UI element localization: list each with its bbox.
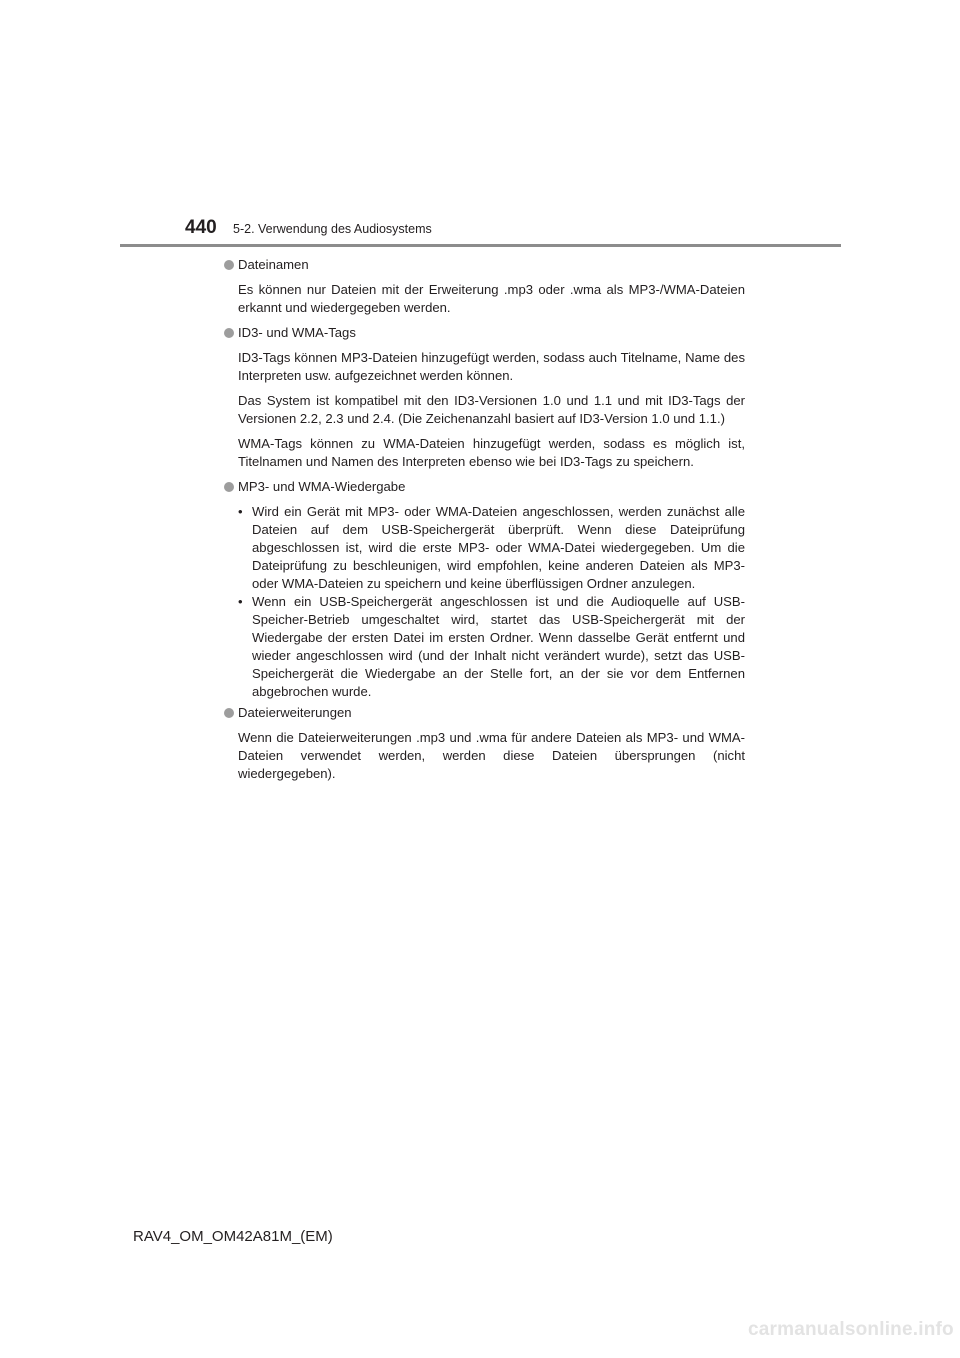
paragraph: Es können nur Dateien mit der Erweiterung .mp3 oder .wma als MP3-/WMA-Dateien erkannt und wiedergegeben werden. bbox=[238, 282, 745, 315]
list-item bbox=[238, 593, 745, 701]
header-divider bbox=[120, 244, 841, 247]
section-dateierweiterungen bbox=[222, 704, 745, 783]
paragraph: Das System ist kompatibel mit den ID3-Versionen 1.0 und 1.1 und mit ID3-Tags der Versionen 2.2, 2.3 und 2.4. (Die Zeichenanzahl basiert auf ID3-Version 1.0 und 1.1.) bbox=[238, 393, 745, 426]
bullet-circle-icon bbox=[224, 708, 234, 718]
document-code: RAV4_OM_OM42A81M_(EM) bbox=[133, 1228, 333, 1245]
section-heading-text: MP3- und WMA-Wiedergabe bbox=[238, 479, 406, 494]
section-title: 5-2. Verwendung des Audiosystems bbox=[233, 222, 432, 236]
page-number: 440 bbox=[185, 217, 217, 238]
section-heading bbox=[222, 256, 745, 274]
section-id3-wma-tags bbox=[222, 324, 745, 471]
bullet-circle-icon bbox=[224, 328, 234, 338]
list-item-text: Wenn ein USB-Speichergerät angeschlossen ist und die Audioquelle auf USB-Speicher-Betrieb umgeschaltet wird, startet das USB-Speichergerät mit der Wiedergabe der ersten Datei im ersten Ordner. Wenn dasselbe Gerät entfernt und wieder angeschlossen wird (und der Inhalt nicht verändert wurde), setzt das USB-Speichergerät die Wiedergabe an der Stelle fort, an der sie vor dem Entfernen abgebrochen wurde. bbox=[252, 594, 745, 699]
paragraph: ID3-Tags können MP3-Dateien hinzugefügt werden, sodass auch Titelname, Name des Interpreten usw. aufgezeichnet werden können. bbox=[238, 350, 745, 383]
bullet-mark: • bbox=[238, 594, 243, 609]
section-heading-text: ID3- und WMA-Tags bbox=[238, 325, 356, 340]
bullet-circle-icon bbox=[224, 260, 234, 270]
section-heading-text: Dateierweiterungen bbox=[238, 705, 352, 720]
bullet-mark: • bbox=[238, 504, 243, 519]
section-mp3-wma-wiedergabe bbox=[222, 478, 745, 701]
watermark: carmanualsonline.info bbox=[748, 1319, 954, 1340]
list-item-text: Wird ein Gerät mit MP3- oder WMA-Dateien angeschlossen, werden zunächst alle Dateien auf dem USB-Speichergerät überprüft. Wenn diese Dateiprüfung abgeschlossen ist, wird die erste MP3- oder WMA-Datei wiedergegeben. Um die Dateiprüfung zu beschleunigen, wird empfohlen, keine anderen Dateien als MP3- oder WMA-Dateien zu speichern und keine überflüssigen Ordner anzulegen. bbox=[252, 504, 745, 591]
paragraph: WMA-Tags können zu WMA-Dateien hinzugefügt werden, sodass es möglich ist, Titelnamen und Namen des Interpreten ebenso wie bei ID3-Tags zu speichern. bbox=[238, 436, 745, 469]
section-dateinamen bbox=[222, 256, 745, 317]
section-heading bbox=[222, 324, 745, 342]
section-heading bbox=[222, 704, 745, 722]
bullet-list bbox=[238, 503, 745, 701]
paragraph: Wenn die Dateierweiterungen .mp3 und .wma für andere Dateien als MP3- und WMA-Dateien verwendet werden, werden diese Dateien übersprungen (nicht wiedergegeben). bbox=[238, 730, 745, 781]
page-content bbox=[222, 256, 745, 790]
section-heading bbox=[222, 478, 745, 496]
bullet-circle-icon bbox=[224, 482, 234, 492]
list-item bbox=[238, 503, 745, 593]
section-heading-text: Dateinamen bbox=[238, 257, 309, 272]
